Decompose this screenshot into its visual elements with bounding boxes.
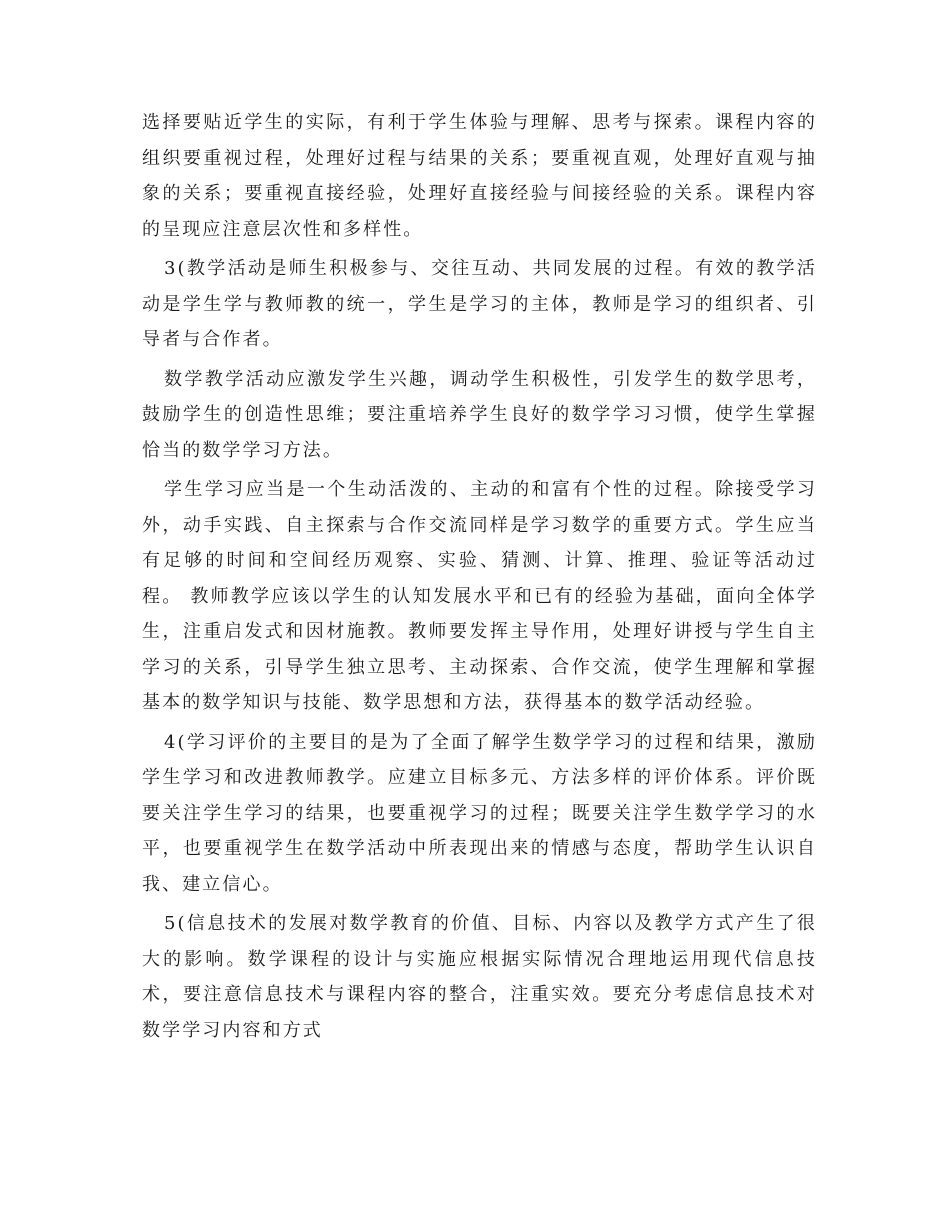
paragraph-math-teaching: 数学教学活动应激发学生兴趣，调动学生积极性，引发学生的数学思考，鼓励学生的创造性思维；要注重培养学生良好的数学学习习惯，使学生掌握恰当的数学学习方法。 (142, 368, 817, 461)
paragraph-student-learning: 学生学习应当是一个生动活泼的、主动的和富有个性的过程。除接受学习外，动手实践、自主探索与合作交流同样是学习数学的重要方式。学生应当有足够的时间和空间经历观察、实验、猜测、计算、推理、验证等活动过程。 教师教学应该以学生的认知发展水平和已有的经验为基础，面向全体学生，注重启发式和因材施教。教师要发挥主导作用，处理好讲授与学生自主学习的关系，引导学生独立思考、主动探索、合作交流，使学生理解和掌握基本的数学知识与技能、数学思想和方法，获得基本的数学活动经验。 (142, 479, 817, 713)
paragraph-information-technology: 5(信息技术的发展对数学教育的价值、目标、内容以及教学方式产生了很大的影响。数学课程的设计与实施应根据实际情况合理地运用现代信息技术，要注意信息技术与课程内容的整合，注重实效。要充分考虑信息技术对数学学习内容和方式 (142, 913, 817, 1041)
paragraph-curriculum-content: 选择要贴近学生的实际，有利于学生体验与理解、思考与探索。课程内容的组织要重视过程，处理好过程与结果的关系；要重视直观，处理好直观与抽象的关系；要重视直接经验，处理好直接经验与间接经验的关系。课程内容的呈现应注意层次性和多样性。 (142, 112, 817, 240)
paragraph-learning-evaluation: 4(学习评价的主要目的是为了全面了解学生数学学习的过程和结果，激励学生学习和改进教师教学。应建立目标多元、方法多样的评价体系。评价既要关注学生学习的结果，也要重视学习的过程；既要关注学生数学学习的水平，也要重视学生在数学活动中所表现出来的情感与态度，帮助学生认识自我、建立信心。 (142, 731, 817, 895)
document-body (142, 105, 817, 1052)
paragraph-teaching-activity: 3(教学活动是师生积极参与、交往互动、共同发展的过程。有效的教学活动是学生学与教师教的统一，学生是学习的主体，教师是学习的组织者、引导者与合作者。 (142, 258, 817, 350)
